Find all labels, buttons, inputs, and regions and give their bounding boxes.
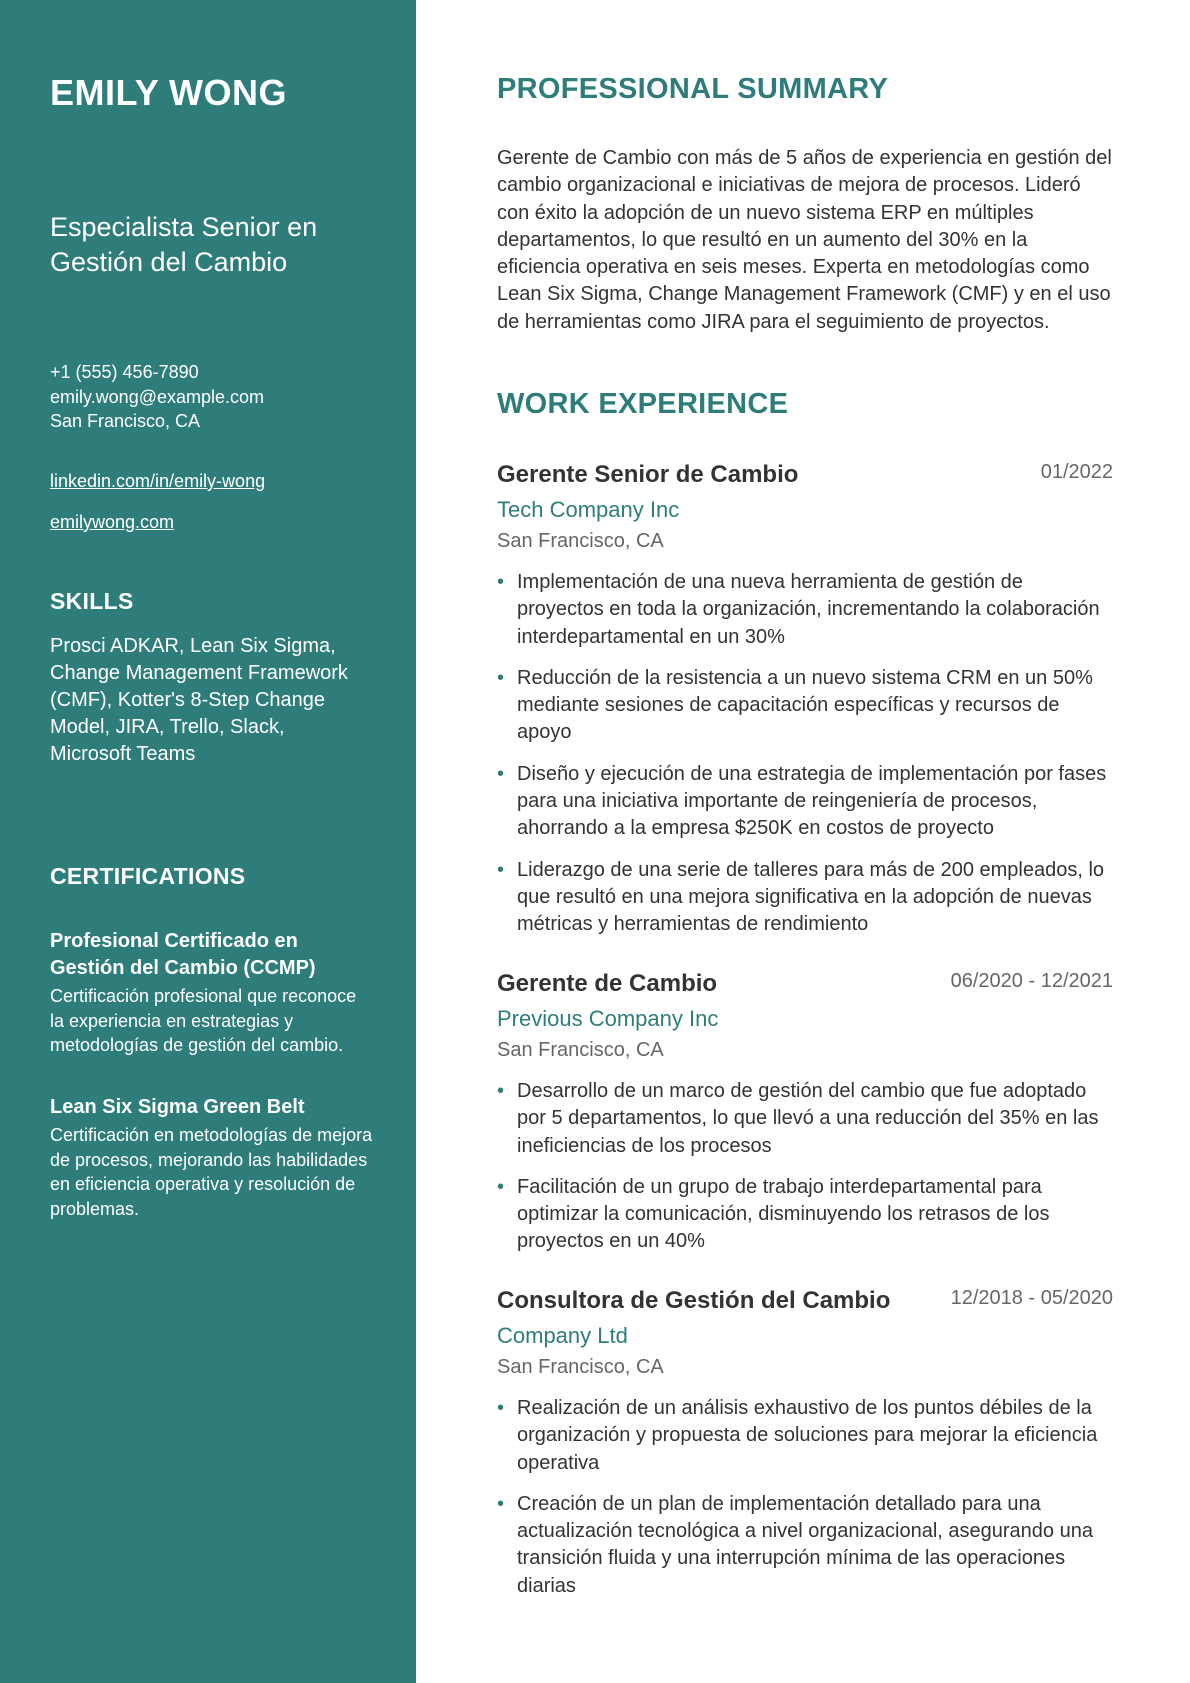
job-entry — [497, 1285, 1113, 1614]
website-link[interactable]: emilywong.com — [50, 512, 175, 532]
bullet-item — [497, 665, 1113, 747]
certification-description: Certificación en metodologías de mejora de procesos, mejorando las habilidades en eficiencia operativa y resolución de problemas. — [50, 1125, 373, 1219]
bullet-item — [497, 1491, 1113, 1600]
bullet-text: Desarrollo de un marco de gestión del cambio que fue adoptado por 5 departamentos, lo que llevó a una reducción del 35% en las ineficiencias de los procesos — [517, 1080, 1099, 1157]
certification-description: Certificación profesional que reconoce la experiencia en estrategias y metodologías de gestión del cambio. — [50, 986, 357, 1055]
bullet-text: Creación de un plan de implementación detallado para una actualización tecnológica a nivel organizacional, asegurando una transición fluida y una interrupción mínima de las operaciones diarias — [517, 1492, 1093, 1597]
bullet-icon: • — [497, 1080, 505, 1102]
certification-title: Profesional Certificado en Gestión del Cambio (CCMP) — [50, 930, 316, 979]
job-date: 06/2020 - 12/2021 — [950, 970, 1113, 992]
bullet-icon: • — [497, 1175, 505, 1198]
certification-item — [50, 1094, 375, 1221]
job-title: Consultora de Gestión del Cambio — [497, 1287, 891, 1314]
job-entry — [497, 459, 1113, 953]
job-company: Tech Company Inc — [497, 497, 680, 522]
bullet-icon: • — [497, 571, 505, 593]
bullet-icon: • — [497, 1492, 505, 1515]
bullet-item — [497, 857, 1113, 939]
bullet-icon: • — [497, 1397, 505, 1419]
candidate-name: EMILY WONG — [50, 72, 288, 113]
bullet-text: Implementación de una nueva herramienta de gestión de proyectos en toda la organización, incrementando la colaboración interdepartamental en un 30% — [517, 571, 1100, 648]
skills-text: Prosci ADKAR, Lean Six Sigma, Change Management Framework (CMF), Kotter's 8-Step Change Model, JIRA, Trello, Slack, Microsoft Teams — [50, 635, 348, 765]
job-date: 12/2018 - 05/2020 — [950, 1287, 1113, 1309]
bullet-text: Facilitación de un grupo de trabajo interdepartamental para optimizar la comunicación, disminuyendo los retrasos de los proyectos en un 40% — [517, 1175, 1050, 1253]
job-location: San Francisco, CA — [497, 1356, 664, 1378]
job-location: San Francisco, CA — [497, 1039, 664, 1061]
certifications-heading: CERTIFICATIONS — [50, 863, 246, 889]
job-title: Gerente de Cambio — [497, 970, 718, 997]
bullet-text: Liderazgo de una serie de talleres para más de 200 empleados, lo que resultó en una mejora significativa en la adopción de nuevas métricas y herramientas de rendimiento — [517, 858, 1105, 936]
linkedin-link[interactable]: linkedin.com/in/emily-wong — [50, 471, 266, 491]
job-location: San Francisco, CA — [497, 530, 664, 552]
bullet-item — [497, 569, 1113, 651]
bullet-icon: • — [497, 858, 505, 881]
bullet-text: Realización de un análisis exhaustivo de los puntos débiles de la organización y propuesta de soluciones para mejorar la eficiencia operativa — [517, 1397, 1098, 1474]
bullet-icon: • — [497, 762, 505, 785]
job-entry — [497, 968, 1113, 1270]
bullet-item — [497, 1395, 1113, 1477]
summary-heading: PROFESSIONAL SUMMARY — [497, 73, 889, 105]
job-company: Company Ltd — [497, 1323, 628, 1348]
bullet-icon: • — [497, 666, 505, 689]
contact-info — [50, 360, 264, 434]
job-date: 01/2022 — [1040, 461, 1113, 483]
bullet-text: Diseño y ejecución de una estrategia de implementación por fases para una iniciativa importante de reingeniería de procesos, ahorrando a la empresa $250K en costos de proyecto — [517, 762, 1107, 840]
certification-item — [50, 928, 375, 1058]
job-bullets — [497, 1395, 1113, 1600]
job-bullets — [497, 1078, 1113, 1256]
skills-heading: SKILLS — [50, 588, 134, 614]
bullet-item — [497, 1078, 1113, 1160]
bullet-item — [497, 761, 1113, 843]
certification-title: Lean Six Sigma Green Belt — [50, 1096, 305, 1118]
experience-heading: WORK EXPERIENCE — [497, 388, 789, 420]
job-bullets — [497, 569, 1113, 939]
email-address: emily.wong@example.com — [50, 386, 265, 407]
summary-text: Gerente de Cambio con más de 5 años de experiencia en gestión del cambio organizacional e iniciativas de mejora de procesos. Lideró con éxito la adopción de un nuevo sistema ERP en múltiples departamentos, lo que resultó en un aumento del 30% en la eficiencia operativa en seis meses. Experta en metodologías como Lean Six Sigma, Change Management Framework (CMF) y en el uso de herramientas como JIRA para el seguimiento de proyectos. — [497, 147, 1112, 333]
main-content — [497, 0, 1113, 1683]
bullet-item — [497, 1174, 1113, 1256]
sidebar — [0, 0, 416, 1683]
bullet-text: Reducción de la resistencia a un nuevo sistema CRM en un 50% mediante sesiones de capacitación específicas y recursos de apoyo — [517, 666, 1093, 744]
location: San Francisco, CA — [50, 411, 201, 431]
job-company: Previous Company Inc — [497, 1006, 719, 1031]
candidate-headline: Especialista Senior en Gestión del Cambio — [50, 212, 318, 277]
phone-number: +1 (555) 456-7890 — [50, 362, 199, 382]
job-title: Gerente Senior de Cambio — [497, 461, 799, 488]
